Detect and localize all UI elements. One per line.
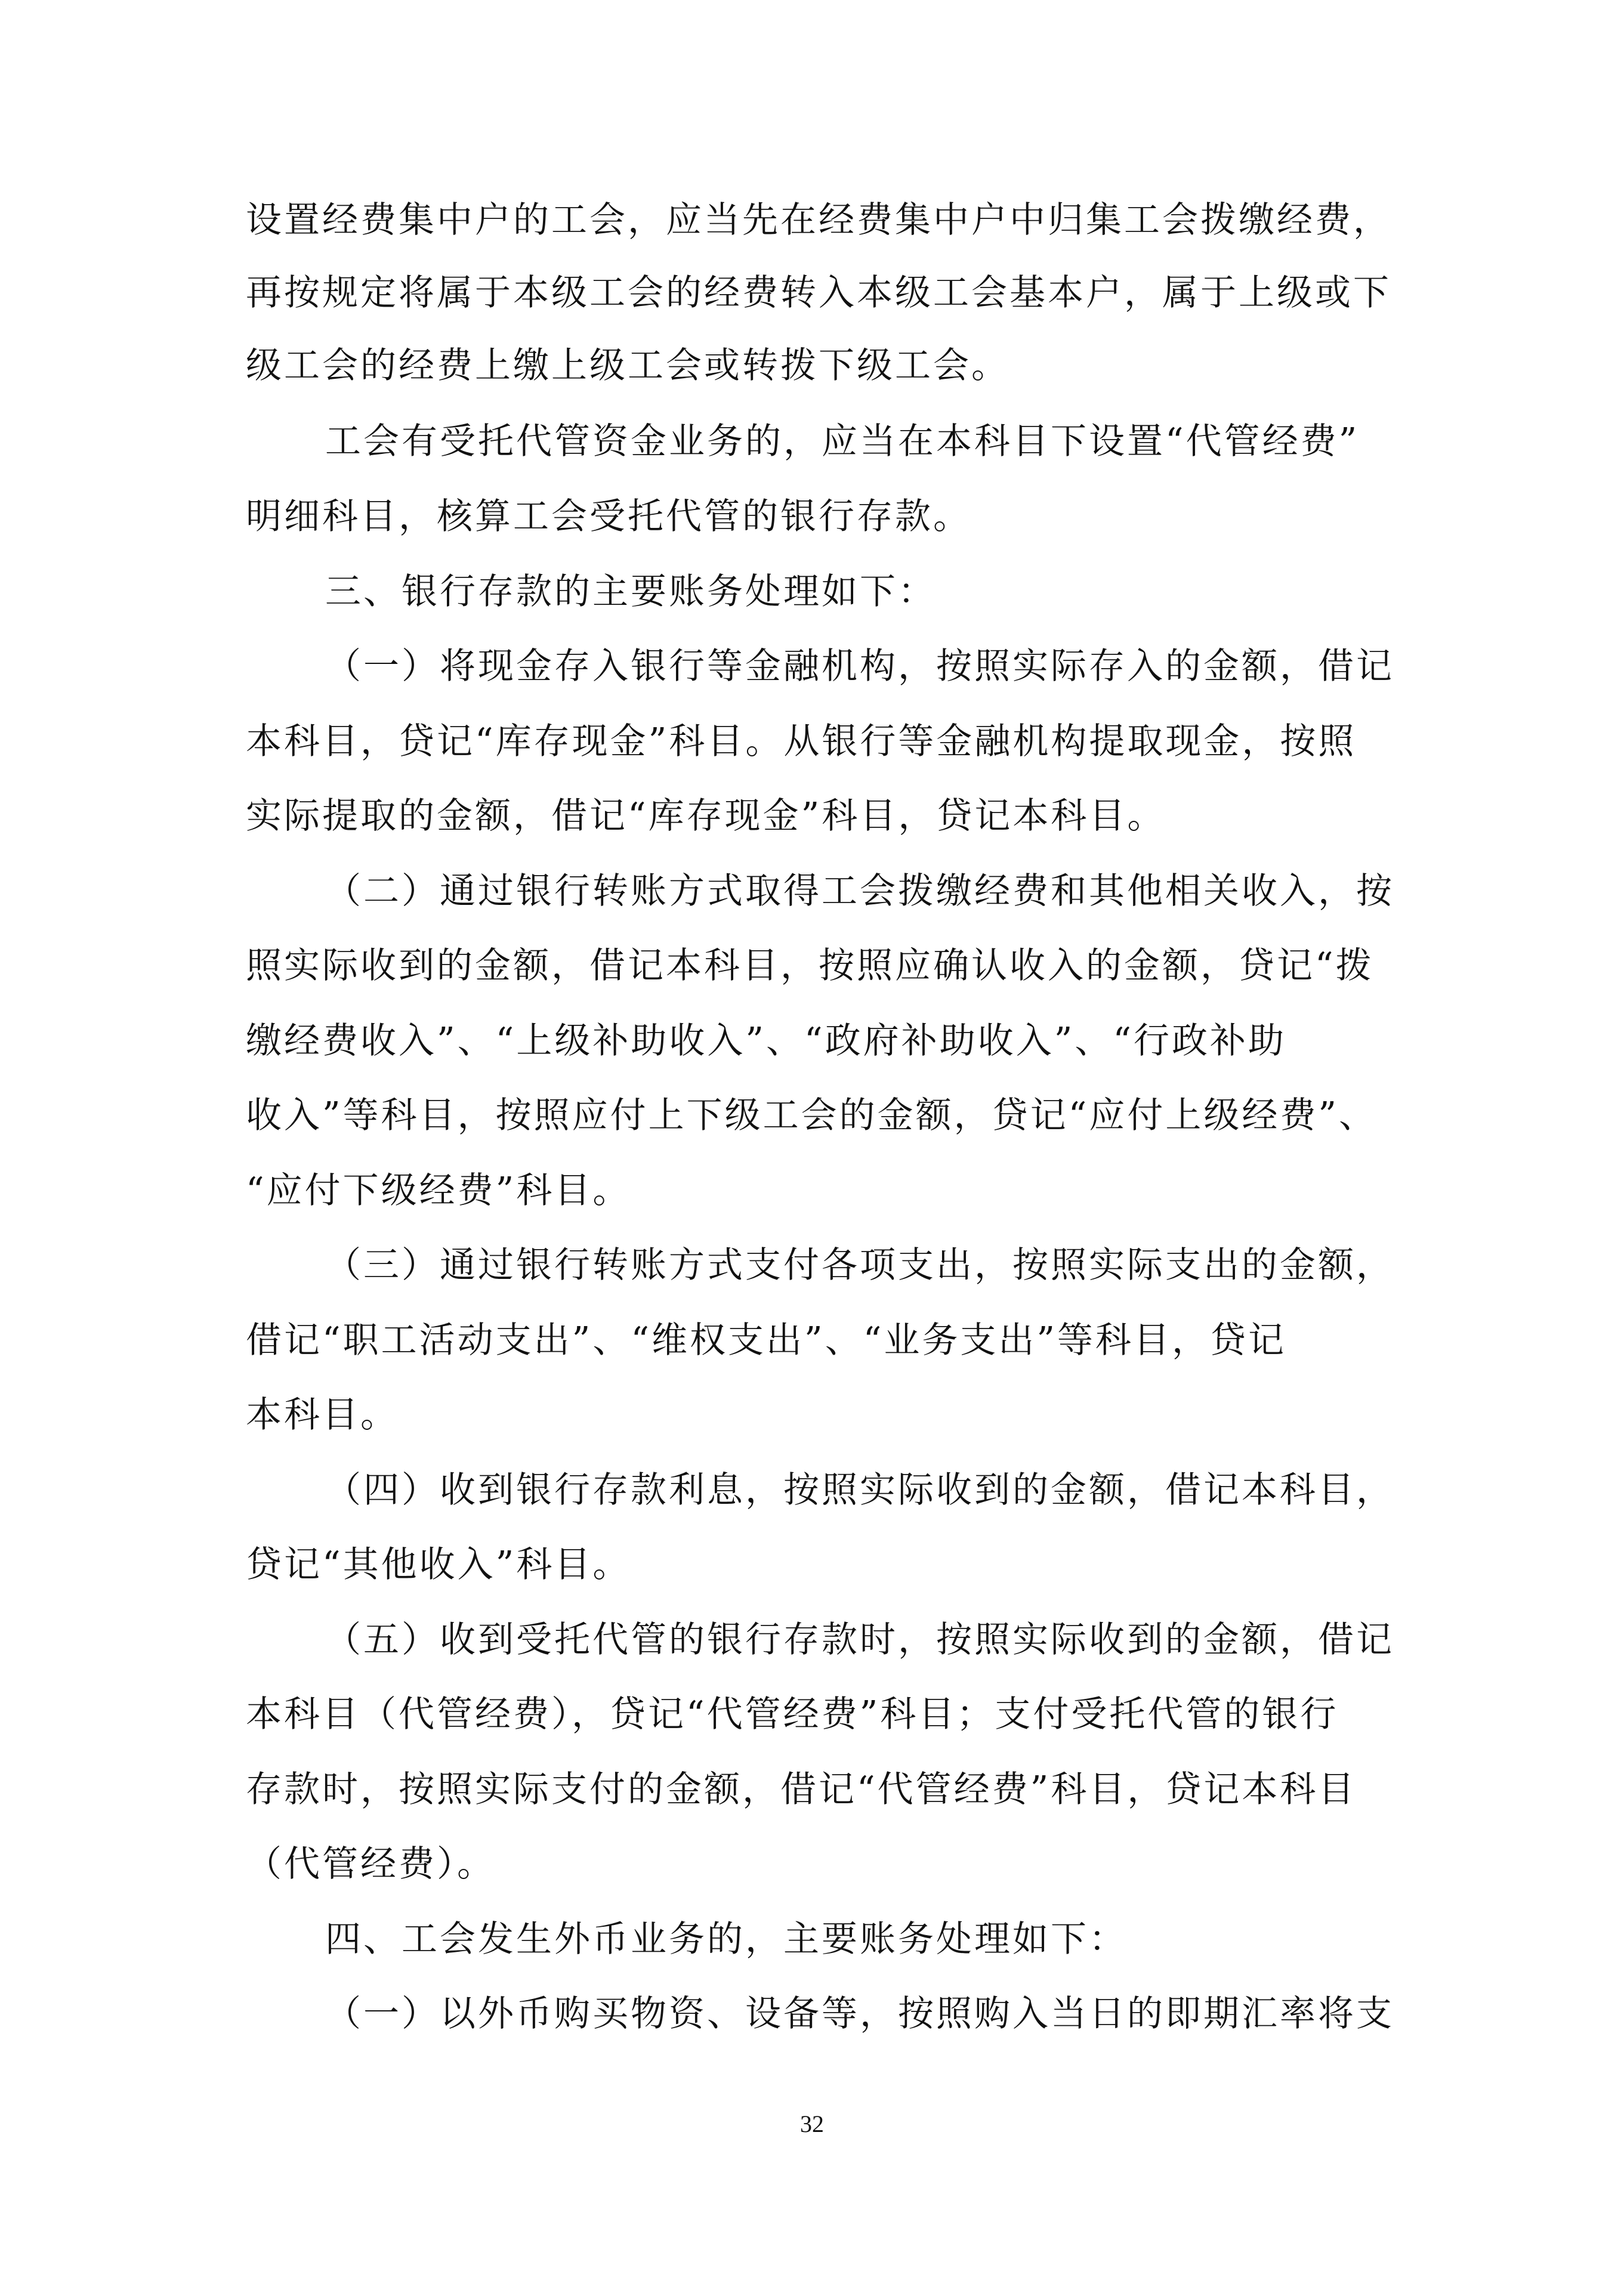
- text-line: 照实际收到的金额，借记本科目，按照应确认收入的金额，贷记“拨: [246, 945, 1374, 987]
- text-line: （一）以外币购买物资、设备等，按照购入当日的即期汇率将支: [325, 1993, 1394, 2035]
- text-line: （代管经费）。: [246, 1843, 495, 1885]
- text-line: 级工会的经费上缴上级工会或转拨下级工会。: [246, 345, 1009, 387]
- text-line: 本科目，贷记“库存现金”科目。从银行等金融机构提取现金，按照: [246, 721, 1357, 762]
- page-number: 32: [800, 2110, 824, 2137]
- text-line: 工会有受托代管资金业务的，应当在本科目下设置“代管经费”: [325, 421, 1360, 462]
- text-line: 借记“职工活动支出”、“维权支出”、“业务支出”等科目，贷记: [246, 1319, 1287, 1361]
- text-line: （一）将现金存入银行等金融机构，按照实际存入的金额，借记: [325, 645, 1394, 687]
- text-line: 本科目（代管经费），贷记“代管经费”科目；支付受托代管的银行: [246, 1694, 1339, 1735]
- text-line: （二）通过银行转账方式取得工会拨缴经费和其他相关收入，按: [325, 870, 1394, 912]
- text-line: 缴经费收入”、“上级补助收入”、“政府补助收入”、“行政补助: [246, 1020, 1287, 1062]
- text-line: 设置经费集中户的工会，应当先在经费集中户中归集工会拨缴经费，: [246, 199, 1391, 241]
- text-line: （三）通过银行转账方式支付各项支出，按照实际支出的金额，: [325, 1244, 1394, 1286]
- text-line: 再按规定将属于本级工会的经费转入本级工会基本户，属于上级或下: [246, 272, 1391, 314]
- text-line: 存款时，按照实际支付的金额，借记“代管经费”科目，贷记本科目: [246, 1769, 1357, 1810]
- text-line: “应付下级经费”科目。: [246, 1170, 631, 1212]
- text-line: 三、银行存款的主要账务处理如下：: [325, 571, 936, 613]
- text-line: 贷记“其他收入”科目。: [246, 1544, 631, 1586]
- text-line: 本科目。: [246, 1394, 399, 1436]
- text-line: 收入”等科目，按照应付上下级工会的金额，贷记“应付上级经费”、: [246, 1095, 1378, 1136]
- text-line: 明细科目，核算工会受托代管的银行存款。: [246, 496, 971, 537]
- text-line: （五）收到受托代管的银行存款时，按照实际收到的金额，借记: [325, 1619, 1394, 1661]
- text-line: （四）收到银行存款利息，按照实际收到的金额，借记本科目，: [325, 1469, 1394, 1511]
- text-line: 四、工会发生外币业务的，主要账务处理如下：: [325, 1918, 1127, 1960]
- text-line: 实际提取的金额，借记“库存现金”科目，贷记本科目。: [246, 795, 1166, 837]
